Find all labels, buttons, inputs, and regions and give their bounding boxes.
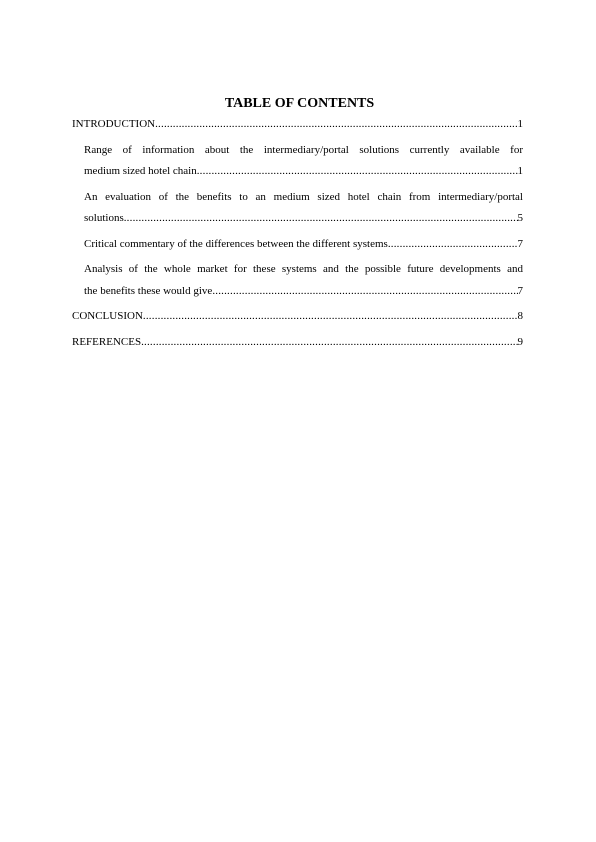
toc-entry-range-of-information[interactable]	[72, 140, 523, 183]
toc-entry-label: CONCLUSION	[72, 310, 143, 322]
toc-entry-label: REFERENCES	[72, 335, 142, 348]
toc-entry-label-line: An evaluation of the benefits to an medium sized hotel chain from intermediary/portal	[84, 190, 523, 203]
dot-leader	[141, 332, 517, 354]
toc-page-number: 1	[517, 118, 523, 130]
dot-leader	[388, 234, 518, 256]
toc-entry-label: solutions	[84, 212, 124, 224]
toc-entry-label: INTRODUCTION	[72, 118, 156, 130]
dot-leader	[212, 281, 517, 303]
toc-entry-label-line: Analysis of the whole market for these systems and the possible future developments and	[84, 263, 523, 275]
toc-entry-conclusion[interactable]	[72, 306, 523, 328]
toc-entry-label: Critical commentary of the differences between the different systems	[84, 237, 388, 250]
toc-page-number: 7	[517, 237, 523, 250]
toc-entry-critical-commentary[interactable]	[72, 234, 523, 256]
table-of-contents	[72, 96, 523, 357]
toc-page-number: 7	[517, 284, 523, 297]
dot-leader	[143, 306, 518, 328]
toc-entry-label: the benefits these would give	[84, 284, 213, 297]
toc-page-number: 9	[517, 335, 523, 348]
toc-entry-label-line: Range of information about the intermediary/portal solutions currently available for	[84, 143, 523, 156]
dot-leader	[155, 114, 517, 136]
toc-entry-evaluation-of-benefits[interactable]	[72, 187, 523, 230]
toc-entry-references[interactable]	[72, 332, 523, 354]
dot-leader	[197, 161, 518, 183]
toc-entry-market-analysis[interactable]	[72, 259, 523, 302]
toc-page-number: 1	[517, 165, 523, 177]
dot-leader	[124, 208, 518, 230]
toc-title: TABLE OF CONTENTS	[224, 96, 375, 111]
toc-entry-label: medium sized hotel chain	[84, 165, 197, 177]
toc-page-number: 8	[517, 310, 523, 322]
toc-entry-introduction[interactable]	[72, 114, 523, 136]
toc-page-number: 5	[517, 212, 523, 224]
